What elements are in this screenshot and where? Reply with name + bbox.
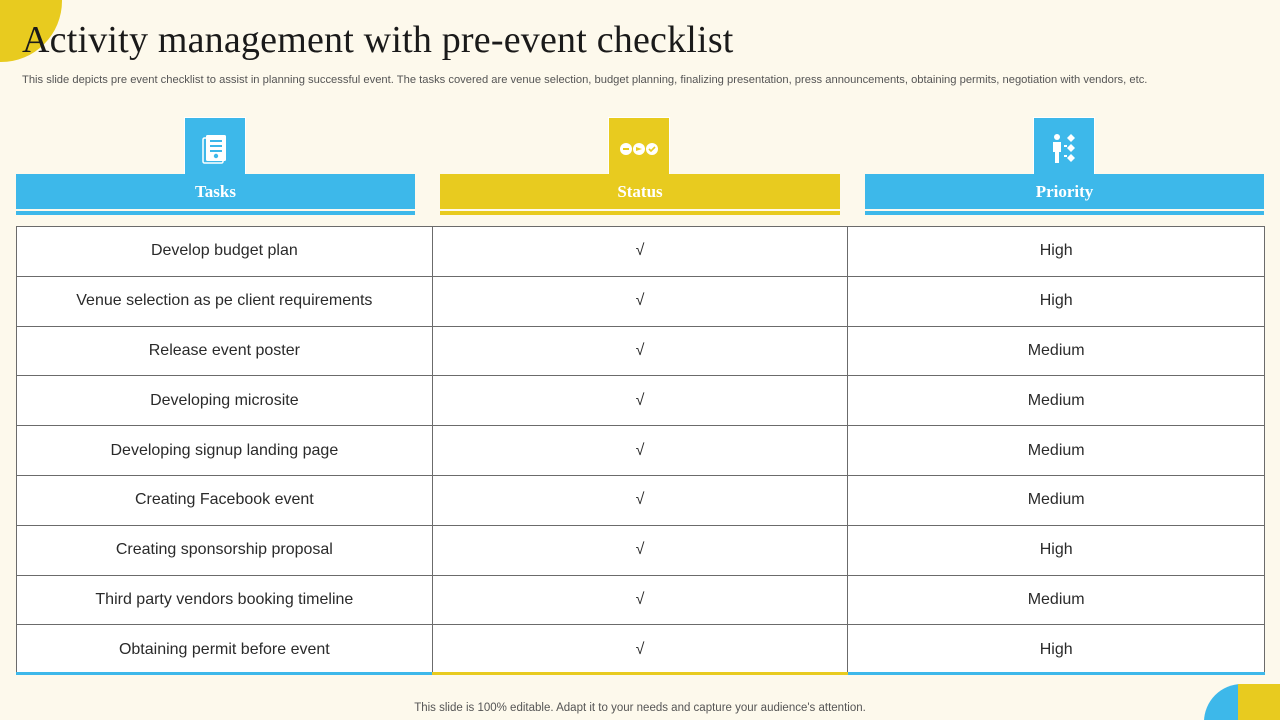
person-steps-icon <box>1033 117 1095 181</box>
header-status-label: Status <box>440 174 840 209</box>
header-tasks-label: Tasks <box>16 174 415 209</box>
task-cell: Developing signup landing page <box>17 426 433 476</box>
table-row <box>17 426 1265 476</box>
priority-cell: High <box>848 227 1265 277</box>
task-cell: Creating Facebook event <box>17 475 433 525</box>
table-row <box>17 475 1265 525</box>
priority-cell: Medium <box>848 376 1265 426</box>
header-status <box>440 117 840 217</box>
slide-subtitle: This slide depicts pre event checklist to assist in planning successful event. The tasks covered are venue selection, budget planning, finalizing presentation, press announcements, obtaining permits, negotiation with vendors, etc. <box>22 74 1148 86</box>
task-cell: Venue selection as pe client requirements <box>17 276 433 326</box>
table-row <box>17 227 1265 277</box>
priority-cell: High <box>848 525 1265 575</box>
header-tasks <box>16 117 415 217</box>
table-row <box>17 326 1265 376</box>
status-cell: √ <box>432 426 848 476</box>
table-row <box>17 276 1265 326</box>
priority-cell: Medium <box>848 475 1265 525</box>
slide-footer: This slide is 100% editable. Adapt it to your needs and capture your audience's attention. <box>414 702 866 714</box>
task-cell: Release event poster <box>17 326 433 376</box>
status-cell: √ <box>432 276 848 326</box>
priority-cell: Medium <box>848 326 1265 376</box>
status-cell: √ <box>432 625 848 675</box>
document-icon <box>184 117 246 181</box>
task-cell: Obtaining permit before event <box>17 625 433 675</box>
header-priority <box>865 117 1264 217</box>
priority-cell: Medium <box>848 426 1265 476</box>
task-cell: Third party vendors booking timeline <box>17 575 433 625</box>
status-cell: √ <box>432 575 848 625</box>
priority-cell: High <box>848 276 1265 326</box>
status-cell: √ <box>432 525 848 575</box>
slide-title: Activity management with pre-event checklist <box>22 19 734 61</box>
task-cell: Creating sponsorship proposal <box>17 525 433 575</box>
status-cell: √ <box>432 326 848 376</box>
priority-cell: High <box>848 625 1265 675</box>
priority-cell: Medium <box>848 575 1265 625</box>
checklist-table <box>16 226 1265 675</box>
status-cell: √ <box>432 475 848 525</box>
task-cell: Develop budget plan <box>17 227 433 277</box>
table-row <box>17 525 1265 575</box>
table-row <box>17 575 1265 625</box>
status-cell: √ <box>432 227 848 277</box>
task-cell: Developing microsite <box>17 376 433 426</box>
status-cell: √ <box>432 376 848 426</box>
three-dots-icon <box>608 117 670 181</box>
header-priority-label: Priority <box>865 174 1264 209</box>
table-row <box>17 625 1265 675</box>
table-row <box>17 376 1265 426</box>
